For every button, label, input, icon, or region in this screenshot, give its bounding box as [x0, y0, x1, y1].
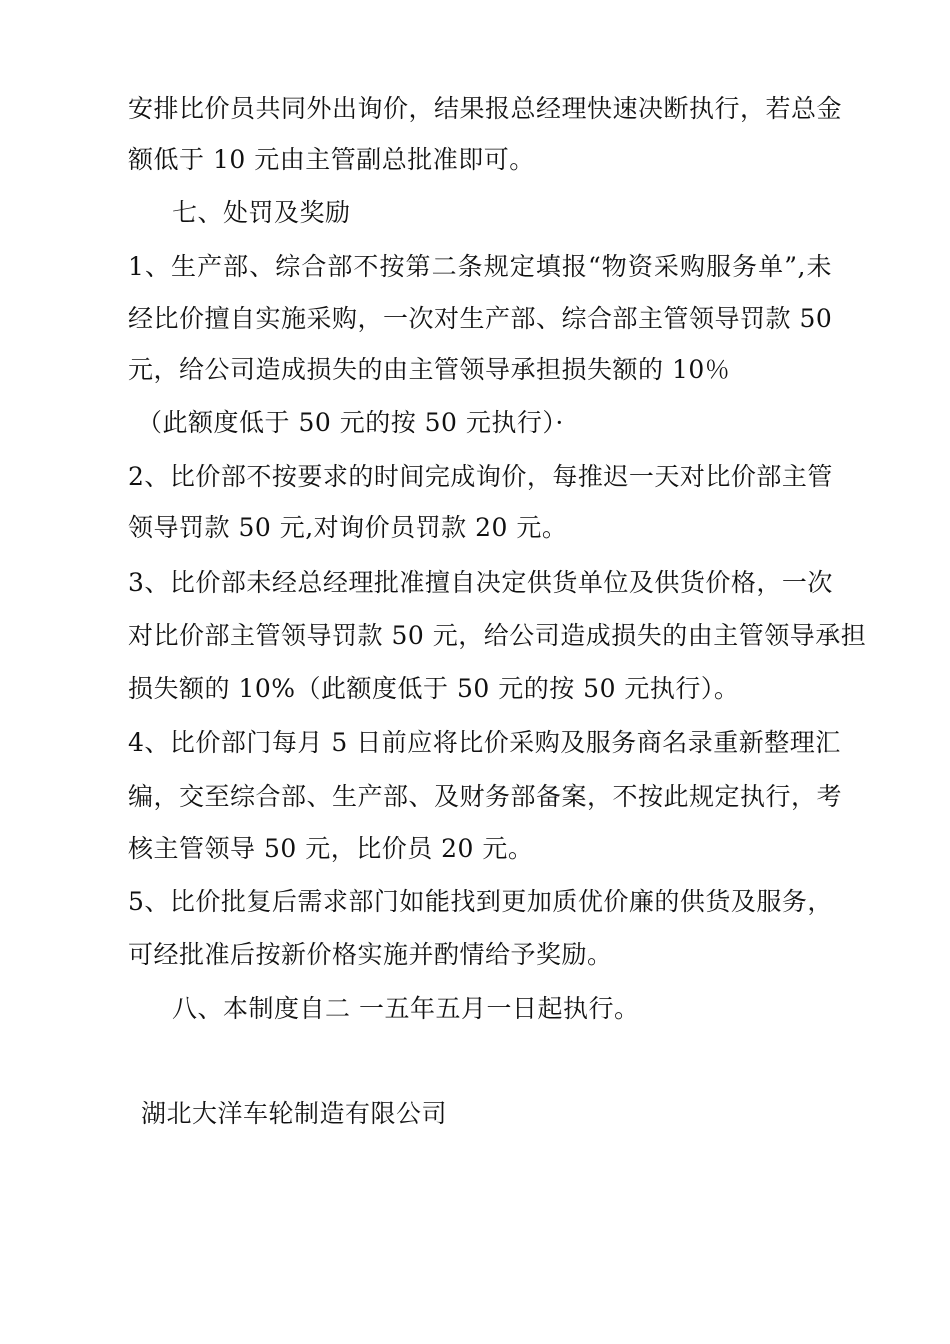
paragraph-line: 5、比价批复后需求部门如能找到更加质优价廉的供货及服务， — [128, 887, 833, 916]
paragraph-line: 1、生产部、综合部不按第二条规定填报“物资采购服务单”,未 — [128, 252, 832, 281]
section-heading: 七、处罚及奖励 — [172, 198, 351, 227]
section-heading: 八、本制度自二 一五年五月一日起执行。 — [172, 994, 640, 1023]
paragraph-line: 经比价擅自实施采购，一次对生产部、综合部主管领导罚款 50 — [128, 304, 833, 333]
paragraph-line: 损失额的 10%（此额度低于 50 元的按 50 元执行）。 — [128, 674, 740, 703]
paragraph-line: 核主管领导 50 元，比价员 20 元。 — [128, 834, 534, 863]
paragraph-line: 对比价部主管领导罚款 50 元，给公司造成损失的由主管领导承担 — [128, 621, 867, 650]
paragraph-line: 4、比价部门每月 5 日前应将比价采购及服务商名录重新整理汇 — [128, 728, 841, 757]
paragraph-line: 元，给公司造成损失的由主管领导承担损失额的 10％ — [128, 355, 731, 384]
paragraph-line: 可经批准后按新价格实施并酌情给予奖励。 — [128, 940, 613, 969]
paragraph-line: 领导罚款 50 元,对询价员罚款 20 元。 — [128, 513, 568, 542]
paragraph-line: 3、比价部未经总经理批准擅自决定供货单位及供货价格，一次 — [128, 568, 833, 597]
paragraph-line: （此额度低于 50 元的按 50 元执行）· — [137, 408, 564, 437]
paragraph-line: 编，交至综合部、生产部、及财务部备案，不按此规定执行，考 — [128, 782, 843, 811]
paragraph-line: 安排比价员共同外出询价，结果报总经理快速决断执行，若总金 — [128, 94, 843, 123]
company-signature: 湖北大洋车轮制造有限公司 — [141, 1099, 448, 1128]
paragraph-line: 额低于 10 元由主管副总批准即可。 — [128, 145, 535, 174]
paragraph-line: 2、比价部不按要求的时间完成询价，每推迟一天对比价部主管 — [128, 462, 833, 491]
